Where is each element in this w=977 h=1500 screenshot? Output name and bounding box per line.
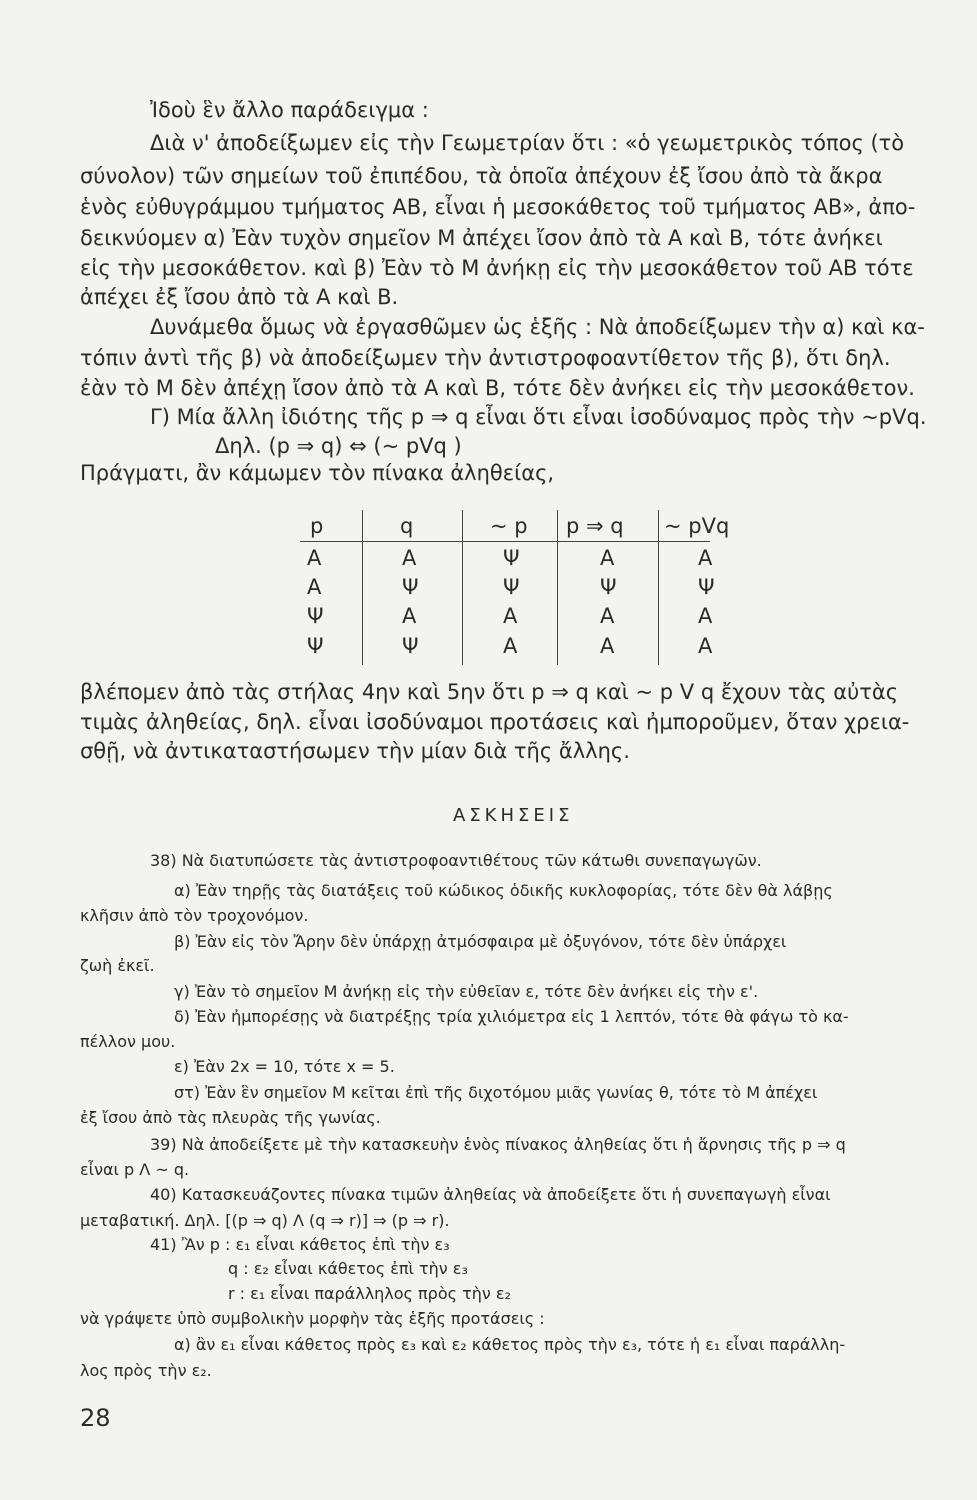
gamma-line: Γ) Μία ἄλλη ἰδιότης τῆς p ⇒ q εἶναι ὅτι εἶναι ἰσοδύναμος πρὸς τὴν ~pVq. bbox=[150, 405, 927, 429]
table-intro: Πράγματι, ἂν κάμωμεν τὸν πίνακα ἀληθείας, bbox=[80, 461, 555, 485]
table-cell: Α bbox=[402, 604, 417, 628]
header-p: p bbox=[310, 514, 324, 538]
header-p-implies-q: p ⇒ q bbox=[566, 514, 624, 538]
table-cell: Α bbox=[307, 546, 322, 570]
table-cell: Α bbox=[600, 546, 615, 570]
p1-line-1: Διὰ ν' ἀποδείξωμεν εἰς τὴν Γεωμετρίαν ὅτι : «ὁ γεωμετρικὸς τόπος (τὸ bbox=[150, 131, 905, 155]
p2-line-1: Δυνάμεθα ὅμως νὰ ἐργασθῶμεν ὡς ἑξῆς : Νὰ ἀποδείξωμεν τὴν α) καὶ κα- bbox=[150, 315, 925, 339]
table-cell: Ψ bbox=[402, 575, 419, 599]
section-title: ΑΣΚΗΣΕΙΣ bbox=[453, 805, 574, 826]
ex41-line-4: νὰ γράψετε ὑπὸ συμβολικὴν μορφὴν τὰς ἑξῆς προτάσεις : bbox=[80, 1309, 545, 1328]
ex39-line-1: 39) Νὰ ἀποδείξετε μὲ τὴν κατασκευὴν ἑνὸς πίνακος ἀληθείας ὅτι ἡ ἄρνησις τῆς p ⇒ q bbox=[150, 1135, 846, 1154]
p3-line-3: σθῇ, νὰ ἀντικαταστήσωμεν τὴν μίαν διὰ τῆς ἄλλης. bbox=[80, 739, 630, 763]
ex38-b-2: ζωὴ ἐκεῖ. bbox=[80, 956, 155, 975]
ex38-head: 38) Νὰ διατυπώσετε τὰς ἀντιστροφοαντιθέτους τῶν κάτωθι συνεπαγωγῶν. bbox=[150, 851, 762, 870]
ex41-line-3: r : ε₁ εἶναι παράλληλος πρὸς τὴν ε₂ bbox=[228, 1284, 511, 1303]
table-cell: Α bbox=[307, 575, 322, 599]
p1-line-3: ἑνὸς εὐθυγράμμου τμήματος ΑΒ, εἶναι ἡ μεσοκάθετος τοῦ τμήματος ΑΒ», ἀπο- bbox=[80, 195, 916, 219]
ex38-b-1: β) Ἐὰν εἰς τὸν Ἄρην δὲν ὑπάρχῃ ἀτμόσφαιρα μὲ ὀξυγόνον, τότε δὲν ὑπάρχει bbox=[174, 932, 787, 951]
table-cell: Α bbox=[503, 634, 518, 658]
table-cell: Ψ bbox=[600, 575, 617, 599]
header-not-p: ~ p bbox=[490, 514, 528, 538]
intro-line: Ἰδοὺ ἓν ἄλλο παράδειγμα : bbox=[150, 98, 429, 122]
ex38-st-1: στ) Ἐὰν ἓν σημεῖον Μ κεῖται ἐπὶ τῆς διχοτόμου μιᾶς γωνίας θ, τότε τὸ Μ ἀπέχει bbox=[174, 1083, 818, 1102]
p2-line-2: τόπιν ἀντὶ τῆς β) νὰ ἀποδείξωμεν τὴν ἀντιστροφοαντίθετον τῆς β), ὅτι δηλ. bbox=[80, 346, 891, 370]
ex41-line-5: α) ἂν ε₁ εἶναι κάθετος πρὸς ε₃ καὶ ε₂ κάθετος πρὸς τὴν ε₃, τότε ἡ ε₁ εἶναι παράλλη- bbox=[174, 1335, 846, 1354]
header-not-p-or-q: ~ pVq bbox=[664, 514, 730, 538]
equivalence-formula: Δηλ. (p ⇒ q) ⇔ (~ pVq ) bbox=[215, 434, 462, 458]
ex38-d-2: πέλλον μου. bbox=[80, 1032, 176, 1051]
ex38-a-2: κλῆσιν ἀπὸ τὸν τροχονόμον. bbox=[80, 906, 309, 925]
p1-line-4: δεικνύομεν α) Ἐὰν τυχὸν σημεῖον Μ ἀπέχει ἴσον ἀπὸ τὰ Α καὶ Β, τότε ἀνήκει bbox=[80, 226, 883, 250]
table-cell: Ψ bbox=[402, 634, 419, 658]
table-cell: Ψ bbox=[307, 634, 324, 658]
table-cell: Ψ bbox=[503, 575, 520, 599]
table-cell: Α bbox=[402, 546, 417, 570]
table-cell: Ψ bbox=[698, 575, 715, 599]
p1-line-5: εἰς τὴν μεσοκάθετον. καὶ β) Ἐὰν τὸ Μ ἀνήκῃ εἰς τὴν μεσοκάθετον τοῦ ΑΒ τότε bbox=[80, 256, 914, 280]
p1-line-6: ἀπέχει ἐξ ἴσου ἀπὸ τὰ Α καὶ Β. bbox=[80, 285, 399, 309]
p3-line-2: τιμὰς ἀληθείας, δηλ. εἶναι ἰσοδύναμοι προτάσεις καὶ ἠμποροῦμεν, ὅταν χρεια- bbox=[80, 710, 910, 734]
p3-line-1: βλέπομεν ἀπὸ τὰς στήλας 4ην καὶ 5ην ὅτι p ⇒ q καὶ ~ p V q ἔχουν τὰς αὐτὰς bbox=[80, 680, 899, 704]
ex41-line-1: 41) Ἂν p : ε₁ εἶναι κάθετος ἐπὶ τὴν ε₃ bbox=[150, 1235, 450, 1254]
table-cell: Α bbox=[600, 604, 615, 628]
table-cell: Α bbox=[503, 604, 518, 628]
ex38-d-1: δ) Ἐὰν ἠμπορέσῃς νὰ διατρέξῃς τρία χιλιόμετρα εἰς 1 λεπτόν, τότε θὰ φάγω τὸ κα- bbox=[174, 1007, 849, 1026]
ex38-e: ε) Ἐὰν 2x = 10, τότε x = 5. bbox=[174, 1057, 395, 1076]
header-q: q bbox=[400, 514, 414, 538]
ex41-line-2: q : ε₂ εἶναι κάθετος ἐπὶ τὴν ε₃ bbox=[228, 1259, 468, 1278]
ex40-line-2: μεταβατική. Δηλ. [(p ⇒ q) Λ (q ⇒ r)] ⇒ (p ⇒ r). bbox=[80, 1211, 450, 1230]
ex38-a-1: α) Ἐὰν τηρῇς τὰς διατάξεις τοῦ κώδικος ὁδικῆς κυκλοφορίας, τότε δὲν θὰ λάβῃς bbox=[174, 881, 833, 900]
page-number: 28 bbox=[80, 1404, 111, 1432]
table-cell: Α bbox=[698, 634, 713, 658]
ex39-line-2: εἶναι p Λ ~ q. bbox=[80, 1160, 190, 1179]
table-cell: Ψ bbox=[307, 604, 324, 628]
ex38-g: γ) Ἐὰν τὸ σημεῖον Μ ἀνήκῃ εἰς τὴν εὐθεῖαν ε, τότε δὲν ἀνήκει εἰς τὴν ε'. bbox=[174, 982, 759, 1001]
table-cell: Α bbox=[698, 604, 713, 628]
table-cell: Α bbox=[698, 546, 713, 570]
ex40-line-1: 40) Κατασκευάζοντες πίνακα τιμῶν ἀληθείας νὰ ἀποδείξετε ὅτι ἡ συνεπαγωγὴ εἶναι bbox=[150, 1185, 831, 1204]
table-cell: Α bbox=[600, 634, 615, 658]
ex38-st-2: ἐξ ἴσου ἀπὸ τὰς πλευρὰς τῆς γωνίας. bbox=[80, 1108, 381, 1127]
table-cell: Ψ bbox=[503, 546, 520, 570]
p2-line-3: ἐὰν τὸ Μ δὲν ἀπέχῃ ἴσον ἀπὸ τὰ Α καὶ Β, τότε δὲν ἀνήκει εἰς τὴν μεσοκάθετον. bbox=[80, 376, 915, 400]
ex41-line-6: λος πρὸς τὴν ε₂. bbox=[80, 1361, 212, 1380]
p1-line-2: σύνολον) τῶν σημείων τοῦ ἐπιπέδου, τὰ ὁποῖα ἀπέχουν ἐξ ἴσου ἀπὸ τὰ ἄκρα bbox=[80, 164, 883, 188]
